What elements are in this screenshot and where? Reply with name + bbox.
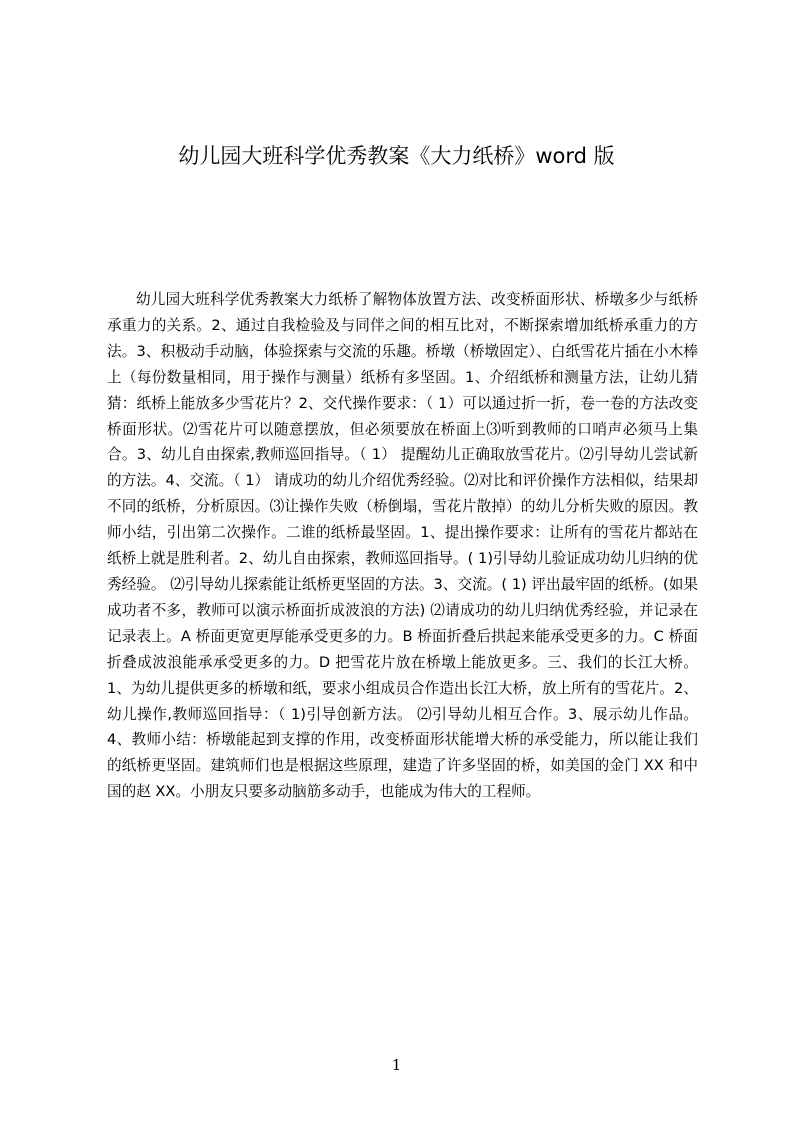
document-body-paragraph: 幼儿园大班科学优秀教案大力纸桥了解物体放置方法、改变桥面形状、桥墩多少与纸桥承重力的关系。2、通过自我检验及与同伴之间的相互比对，不断探索增加纸桥承重力的方法。3、积极动手动脑，体验探索与交流的乐趣。桥墩（桥墩固定）、白纸雪花片插在小木棒上（每份数量相同，用于操作与测量）纸桥有多坚固。1、介绍纸桥和测量方法，让幼儿猜猜：纸桥上能放多少雪花片？2、交代操作要求：（ 1）可以通过折一折，卷一卷的方法改变桥面形状。⑵雪花片可以随意摆放，但必须要放在桥面上⑶听到教师的口哨声必须马上集合。3、幼儿自由探索,教师巡回指导。（ 1） 提醒幼儿正确取放雪花片。⑵引导幼儿尝试新的方法。4、交流。（ 1） 请成功的幼儿介绍优秀经验。⑵对比和评价操作方法相似，结果却不同的纸桥，分析原因。⑶让操作失败（桥倒塌，雪花片散掉）的幼儿分析失败的原因。教师小结，引出第二次操作。二谁的纸桥最坚固。1、提出操作要求：让所有的雪花片都站在纸桥上就是胜利者。2、幼儿自由探索，教师巡回指导。( 1)引导幼儿验证成功幼儿归纳的优秀经验。 ⑵引导幼儿探索能让纸桥更坚固的方法。3、交流。( 1) 评出最牢固的纸桥。(如果成功者不多，教师可以演示桥面折成波浪的方法) ⑵请成功的幼儿归纳优秀经验，并记录在记录表上。A 桥面更宽更厚能承受更多的力。B 桥面折叠后拱起来能承受更多的力。C 桥面折叠成波浪能承承受更多的力。D 把雪花片放在桥墩上能放更多。三、我们的长江大桥。1、为幼儿提供更多的桥墩和纸，要求小组成员合作造出长江大桥，放上所有的雪花片。2、幼儿操作,教师巡回指导：（ 1)引导创新方法。 ⑵引导幼儿相互合作。3、展示幼儿作品。 4、教师小结：桥墩能起到支撑的作用，改变桥面形状能增大桥的承受能力，所以能让我们的纸桥更坚固。建筑师们也是根据这些原理，建造了许多坚固的桥，如美国的金门 XX 和中国的赵 XX。小朋友只要多动脑筋多动手，也能成为伟大的工程师。 (107, 291, 698, 801)
page-number: 1 (391, 1056, 402, 1074)
document-title: 幼儿园大班科学优秀教案《大力纸桥》word 版 (178, 144, 615, 168)
